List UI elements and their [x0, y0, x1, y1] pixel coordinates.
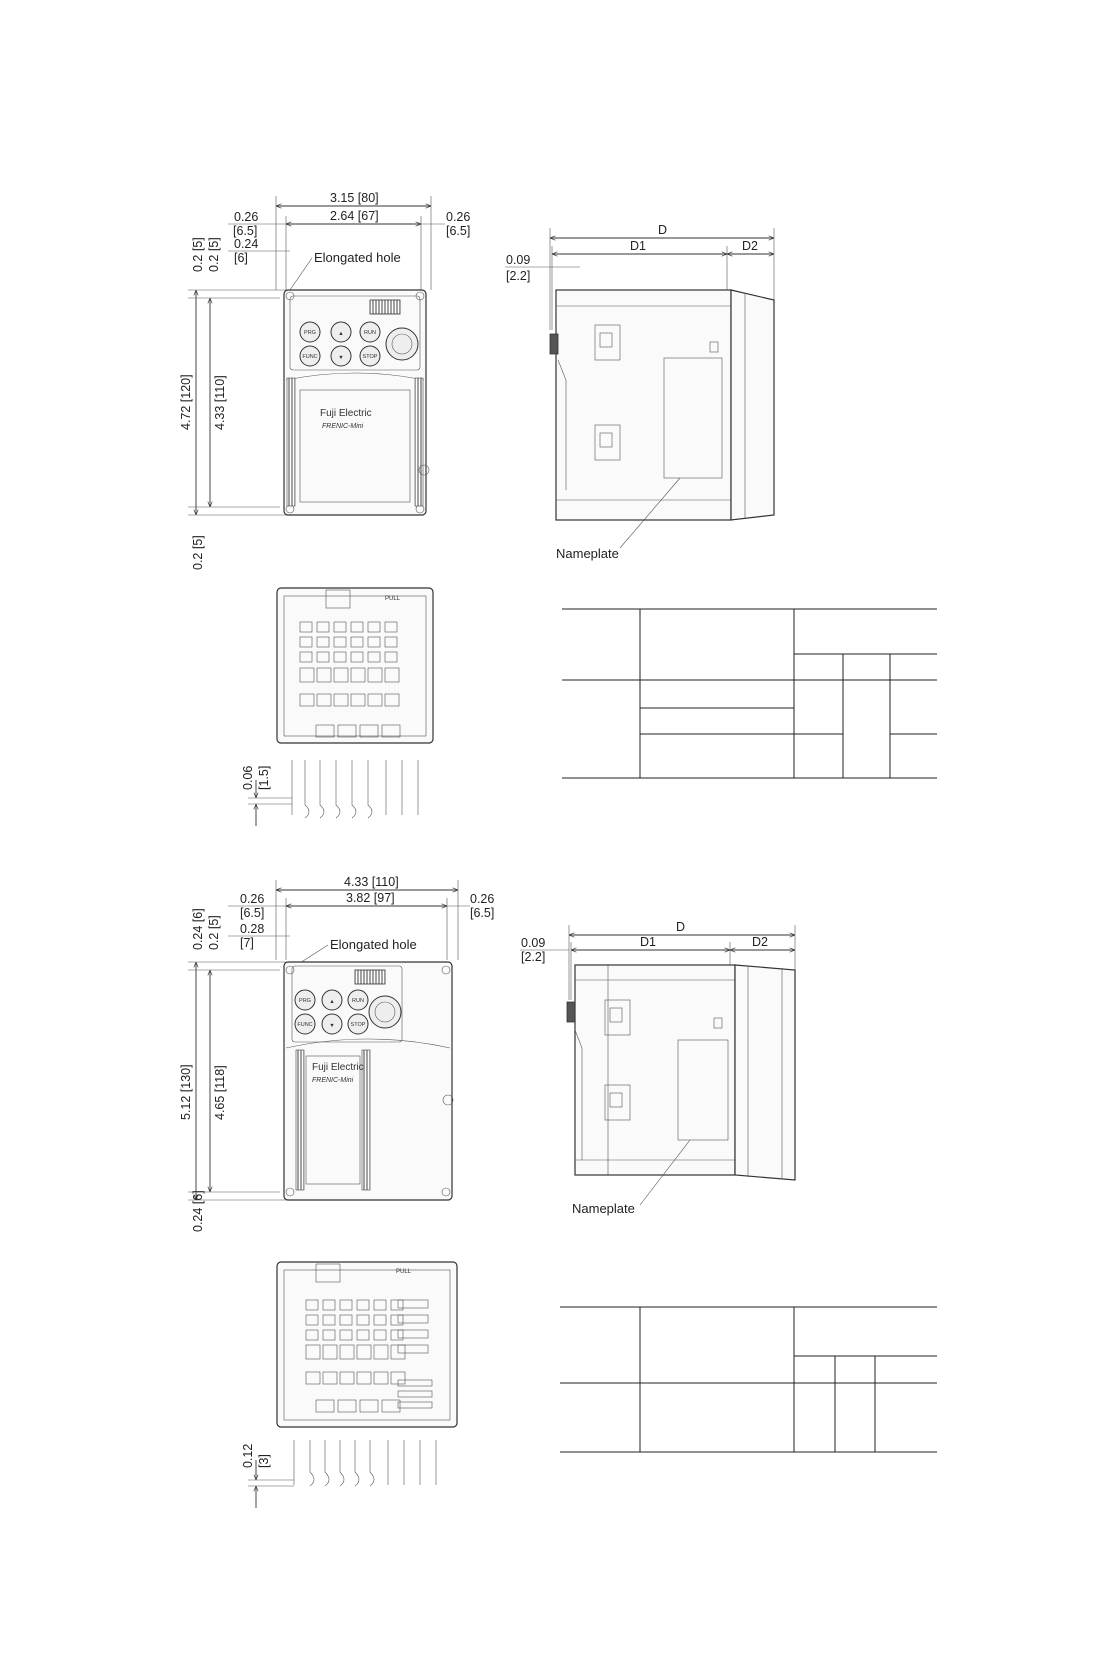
- u2-potentiometer: [369, 996, 401, 1028]
- u1-side-offset-mm: [2.2]: [506, 269, 531, 283]
- svg-text:RUN: RUN: [364, 330, 376, 336]
- svg-text:FUNC: FUNC: [302, 354, 318, 360]
- u1-top-a: 0.2 [5]: [191, 237, 205, 272]
- u1-top-b: 0.2 [5]: [207, 237, 221, 272]
- u2-bottom-dim-mm: [3]: [257, 1454, 271, 1468]
- u2-side-offset-mm: [2.2]: [521, 950, 546, 964]
- u1-height-overall: 4.72 [120]: [179, 374, 193, 430]
- u2-left-offset-a: 0.26: [240, 892, 265, 906]
- u1-left-offset-b: 0.24: [234, 237, 259, 251]
- u1-bottom-dim-mm: [1.5]: [257, 765, 271, 790]
- u2-left-offset-b-mm: [7]: [240, 936, 254, 950]
- unit2-side-view: [520, 920, 795, 1216]
- u2-left-offset-b: 0.28: [240, 922, 265, 936]
- svg-text:▲: ▲: [329, 999, 335, 1005]
- svg-text:PRG: PRG: [304, 330, 316, 336]
- u1-nameplate: Nameplate: [556, 546, 619, 561]
- u1-left-offset-b-mm: [6]: [234, 251, 248, 265]
- u2-top-b: 0.2 [5]: [207, 915, 221, 950]
- svg-text:FUNC: FUNC: [297, 1022, 313, 1028]
- u1-width-overall: 3.15 [80]: [330, 191, 379, 205]
- svg-text:▲: ▲: [338, 331, 344, 337]
- u1-side-offset: 0.09: [506, 253, 531, 267]
- svg-text:RUN: RUN: [352, 998, 364, 1004]
- u2-model: FRENIC-Mini: [312, 1077, 354, 1084]
- u1-right-offset: 0.26: [446, 210, 471, 224]
- u2-bottom: 0.24 [6]: [191, 1190, 205, 1232]
- u1-pull-label: PULL: [385, 596, 401, 602]
- unit1-front-view: [179, 191, 470, 570]
- u2-side-d2: D2: [752, 935, 768, 949]
- u2-right-offset: 0.26: [470, 892, 495, 906]
- unit1-dimension-table: [562, 609, 937, 778]
- u1-brand: Fuji Electric: [320, 408, 372, 419]
- u1-side-d1: D1: [630, 239, 646, 253]
- u2-width-overall: 4.33 [110]: [344, 875, 399, 889]
- u2-top-a: 0.24 [6]: [191, 908, 205, 950]
- u1-height-mount: 4.33 [110]: [213, 375, 227, 430]
- u1-bottom: 0.2 [5]: [191, 535, 205, 570]
- u1-potentiometer: [386, 328, 418, 360]
- u2-bottom-dim: 0.12: [241, 1443, 255, 1468]
- u2-side-offset: 0.09: [521, 936, 546, 950]
- u2-right-offset-mm: [6.5]: [470, 906, 495, 920]
- u2-left-offset-a-mm: [6.5]: [240, 906, 265, 920]
- svg-text:STOP: STOP: [362, 354, 378, 360]
- unit1-bottom-view: [241, 588, 433, 826]
- u1-hole-label: Elongated hole: [314, 250, 401, 265]
- u2-side-d1: D1: [640, 935, 656, 949]
- u1-right-offset-mm: [6.5]: [446, 224, 471, 238]
- svg-text:PRG: PRG: [299, 998, 311, 1004]
- unit2-front-view: [179, 875, 494, 1232]
- u2-pull-label: PULL: [396, 1269, 412, 1275]
- u1-model: FRENIC-Mini: [322, 423, 364, 430]
- unit2-bottom-view: [241, 1262, 457, 1508]
- u2-brand: Fuji Electric: [312, 1062, 364, 1073]
- u1-side-d: D: [658, 223, 668, 237]
- unit1-side-view: [505, 223, 774, 561]
- svg-text:▼: ▼: [329, 1023, 335, 1029]
- svg-text:▼: ▼: [338, 355, 344, 361]
- u2-height-mount: 4.65 [118]: [213, 1065, 227, 1120]
- u2-width-mount: 3.82 [97]: [346, 891, 395, 905]
- unit2-dimension-table: [560, 1307, 937, 1452]
- u1-bottom-dim: 0.06: [241, 765, 255, 790]
- u2-nameplate: Nameplate: [572, 1201, 635, 1216]
- svg-text:STOP: STOP: [350, 1022, 366, 1028]
- u1-left-offset-a: 0.26: [234, 210, 259, 224]
- u2-height-overall: 5.12 [130]: [179, 1064, 193, 1120]
- u1-left-offset-a-mm: [6.5]: [233, 224, 258, 238]
- u2-hole-label: Elongated hole: [330, 937, 417, 952]
- u1-width-mount: 2.64 [67]: [330, 209, 379, 223]
- u2-side-d: D: [676, 920, 686, 934]
- u1-side-d2: D2: [742, 239, 758, 253]
